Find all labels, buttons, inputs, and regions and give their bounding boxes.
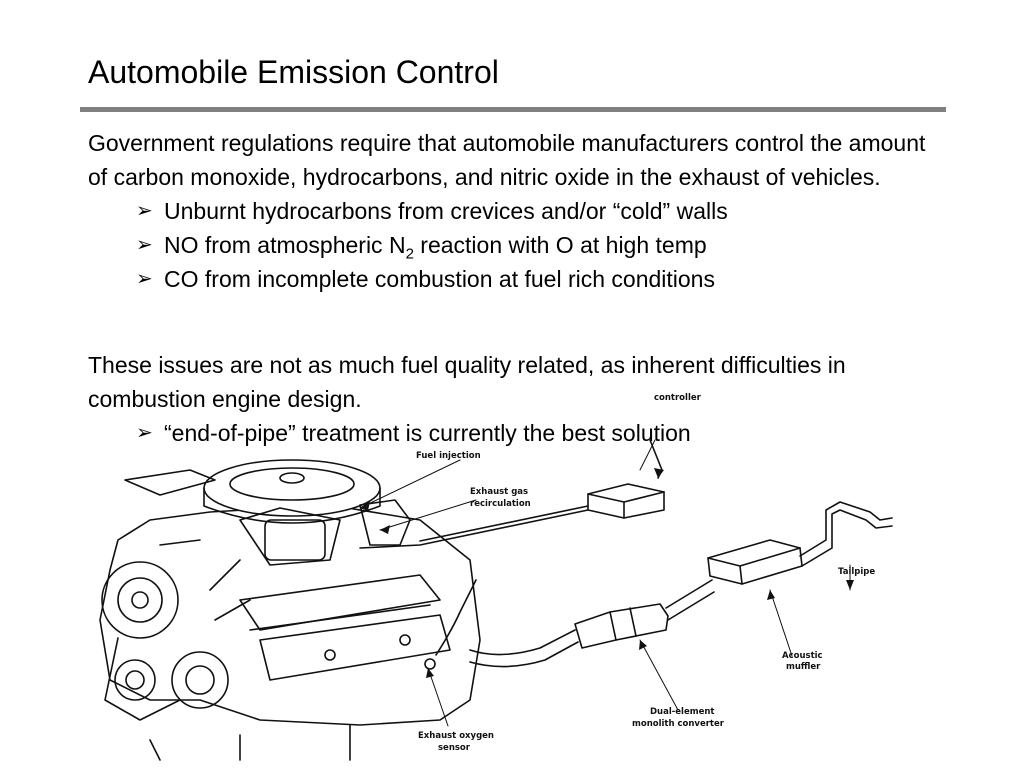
egr-label-line1: Exhaust gas	[470, 487, 529, 497]
sensor-label-line1: Exhaust oxygen	[418, 731, 494, 741]
title-underline	[80, 107, 946, 112]
second-block	[88, 348, 928, 450]
tailpipe-label: Tailpipe	[838, 567, 876, 577]
second-paragraph: These issues are not as much fuel quality related, as inherent difficulties in combustion engine design.	[88, 352, 846, 412]
subscript: 2	[405, 245, 414, 263]
label-leader-lines	[360, 440, 850, 726]
converter-label-line2: monolith converter	[632, 719, 724, 729]
bullet-text-post: reaction with O at high temp	[413, 232, 707, 258]
arrow-bullet-icon: ➢	[136, 422, 153, 444]
arrow-bullet-icon: ➢	[136, 234, 153, 256]
egr-label-line2: recirculation	[470, 499, 531, 509]
intro-block	[88, 126, 928, 296]
sensor-label-line2: sensor	[438, 743, 470, 753]
engine-illustration	[100, 460, 480, 760]
muffler-label-line1: Acoustic	[782, 651, 823, 661]
arrow-bullet-icon: ➢	[136, 200, 153, 222]
slide-title: Automobile Emission Control	[88, 54, 499, 90]
intro-paragraph: Government regulations require that automobile manufacturers control the amount of carbon monoxide, hydrocarbons, and nitric oxide in the exhaust of vehicles.	[88, 130, 926, 190]
list-item	[136, 262, 928, 296]
fuel-injection-label: Fuel injection	[416, 451, 481, 461]
muffler-label-line2: muffler	[786, 662, 821, 672]
bullet-text-pre: NO from atmospheric N	[164, 232, 406, 258]
bullet-text: CO from incomplete combustion at fuel rich conditions	[164, 266, 715, 292]
bullet-text: “end-of-pipe” treatment is currently the best solution	[164, 420, 691, 446]
converter-label-line1: Dual-element	[650, 707, 715, 717]
list-item	[136, 194, 928, 228]
emission-sources-list	[88, 194, 928, 296]
list-item	[136, 228, 928, 262]
controller-label: controller	[654, 393, 701, 403]
arrow-bullet-icon: ➢	[136, 268, 153, 290]
bullet-text: Unburnt hydrocarbons from crevices and/or “cold” walls	[164, 198, 728, 224]
